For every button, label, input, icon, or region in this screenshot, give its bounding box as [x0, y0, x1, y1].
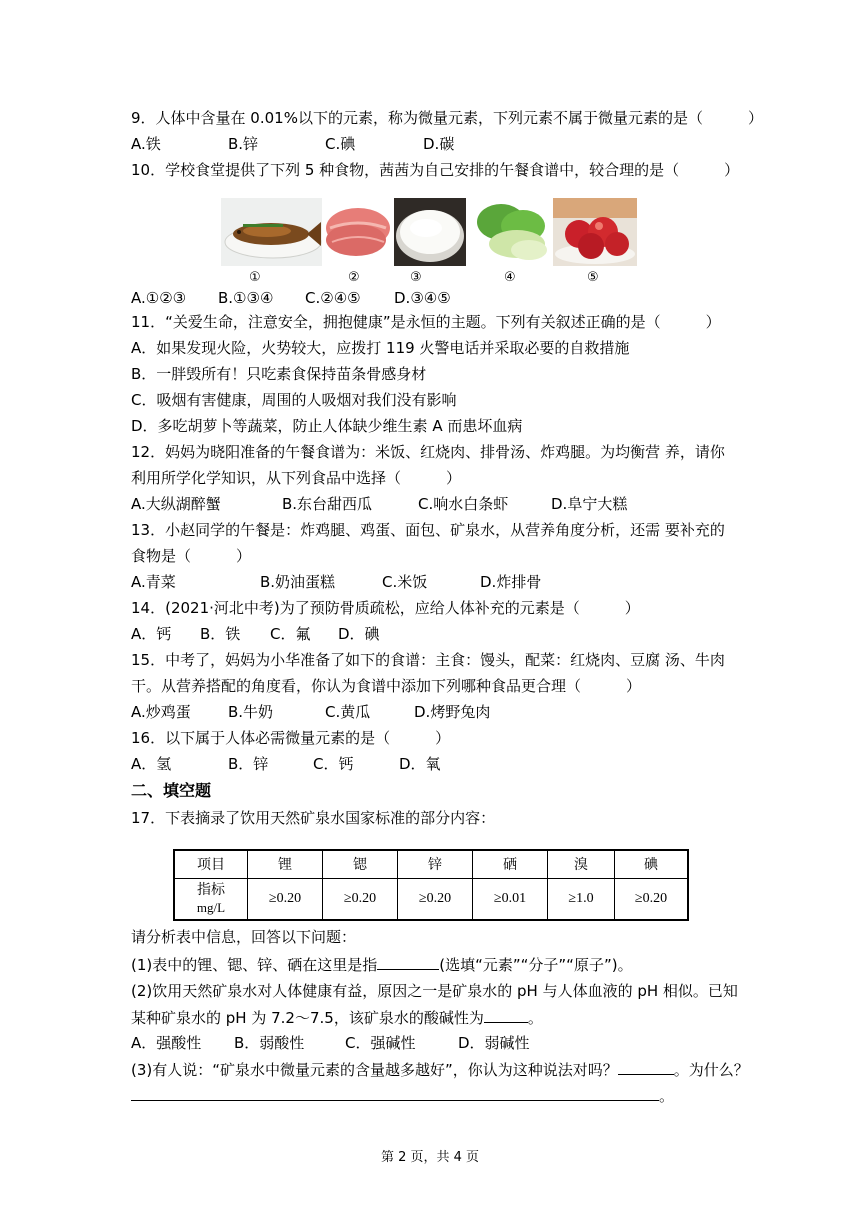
q10-option-c: C.②④⑤: [305, 289, 361, 307]
apples-photo: [553, 198, 637, 266]
row-label-text: 指标: [197, 881, 225, 898]
q11-stem: 11．“关爱生命，注意安全，拥抱健康”是永恒的主题。下列有关叙述正确的是（ ）: [131, 313, 721, 331]
section-heading: 二、填空题: [131, 781, 212, 800]
table-header-cell: 碘: [615, 850, 689, 878]
q9-stem: 9．人体中含量在 0.01%以下的元素，称为微量元素，下列元素不属于微量元素的是（ ）: [131, 109, 763, 127]
q12-options: [131, 494, 627, 514]
q16-option-a: A．氢: [131, 755, 172, 773]
q14-option-c: C．氟: [270, 625, 311, 643]
q17-part2-line1: (2)饮用天然矿泉水对人体健康有益，原因之一是矿泉水的 pH 与人体血液的 pH 相似。已知: [131, 982, 738, 1000]
q13-option-c: C.米饭: [382, 573, 428, 591]
q10-option-a: A.①②③: [131, 289, 187, 307]
q14-option-a: A．钙: [131, 625, 172, 643]
answer-blank[interactable]: [377, 954, 439, 970]
q17-part2-line2: [131, 1007, 543, 1028]
q13-stem-line2: 食物是（ ）: [131, 547, 252, 565]
table-header-cell: 项目: [174, 850, 248, 878]
table-header-cell: 锌: [398, 850, 473, 878]
meat-photo: [322, 198, 394, 266]
fish-photo: [221, 198, 322, 266]
q15-option-a: A.炒鸡蛋: [131, 703, 191, 721]
q16-option-b: B．锌: [228, 755, 269, 773]
q12-option-d: D.阜宁大糕: [551, 495, 628, 513]
q17-stem: 17．下表摘录了饮用天然矿泉水国家标准的部分内容：: [131, 809, 496, 827]
table-cell: ≥0.20: [398, 878, 473, 920]
q11-option-d: D．多吃胡萝卜等蔬菜，防止人体缺少维生素 A 而患坏血病: [131, 417, 523, 435]
q17-part3-text: (3)有人说：“矿泉水中微量元素的含量越多越好”，你认为这种说法对吗？: [131, 1061, 618, 1079]
q17-part2-text-after: 。: [527, 1009, 543, 1027]
table-cell: ≥1.0: [548, 878, 615, 920]
table-header-row: [174, 850, 688, 878]
q15-option-d: D.烤野兔肉: [414, 703, 491, 721]
q10-option-d: D.③④⑤: [394, 289, 451, 307]
row-label-unit: mg/L: [196, 899, 226, 915]
q17-part2-text: 某种矿泉水的 pH 为 7.2～7.5，该矿泉水的酸碱性为: [131, 1009, 484, 1027]
q17-part1-text: (1)表中的锂、锶、锌、硒在这里是指: [131, 956, 378, 974]
image-label-1: ①: [249, 270, 261, 285]
table-cell: ≥0.01: [473, 878, 548, 920]
table-row: [174, 878, 688, 920]
q13-option-a: A.青菜: [131, 573, 176, 591]
q9-option-a: A.铁: [131, 135, 161, 153]
q14-option-d: D．碘: [338, 625, 380, 643]
image-label-5: ⑤: [587, 270, 599, 285]
mineral-water-standard-table: [173, 849, 689, 921]
q17-option-c: C．强碱性: [345, 1034, 416, 1052]
q17-option-a: A．强酸性: [131, 1034, 202, 1052]
table-cell: ≥0.20: [323, 878, 398, 920]
q10-stem: 10．学校食堂提供了下列 5 种食物，茜茜为自己安排的午餐食谱中，较合理的是（ ）: [131, 161, 740, 179]
q15-options: [131, 702, 490, 722]
q9-option-d: D.碳: [423, 135, 455, 153]
answer-blank[interactable]: [618, 1059, 674, 1075]
q16-stem: 16．以下属于人体必需微量元素的是（ ）: [131, 729, 451, 747]
table-header-cell: 锂: [248, 850, 323, 878]
q15-option-b: B.牛奶: [228, 703, 274, 721]
q17-option-b: B．弱酸性: [234, 1034, 305, 1052]
q14-options: [131, 624, 380, 644]
q12-stem-line1: 12．妈妈为晓阳准备的午餐食谱为：米饭、红烧肉、排骨汤、炸鸡腿。为均衡营 养，请你: [131, 443, 725, 461]
table-header-cell: 硒: [473, 850, 548, 878]
vegetable-photo: [471, 198, 551, 266]
image-label-4: ④: [504, 270, 516, 285]
table-cell: ≥0.20: [248, 878, 323, 920]
q9-option-c: C.碘: [325, 135, 356, 153]
q16-option-c: C．钙: [313, 755, 354, 773]
q10-food-images: [221, 198, 641, 286]
q17-part3: [131, 1059, 749, 1080]
q15-option-c: C.黄瓜: [325, 703, 371, 721]
q9-options: [131, 134, 454, 154]
q14-stem: 14．(2021·河北中考)为了预防骨质疏松，应给人体补充的元素是（ ）: [131, 599, 640, 617]
q12-option-b: B.东台甜西瓜: [282, 495, 373, 513]
q9-option-b: B.锌: [228, 135, 259, 153]
q11-option-c: C．吸烟有害健康，周围的人吸烟对我们没有影响: [131, 391, 457, 409]
q17-part3-text-after: 。为什么？: [673, 1061, 749, 1079]
q16-option-d: D．氧: [399, 755, 441, 773]
q17-part1: [131, 954, 633, 975]
q13-stem-line1: 13．小赵同学的午餐是：炸鸡腿、鸡蛋、面包、矿泉水，从营养角度分析，还需 要补充的: [131, 521, 725, 539]
answer-blank[interactable]: [131, 1085, 659, 1101]
q12-stem-line2: 利用所学化学知识，从下列食品中选择（ ）: [131, 469, 462, 487]
q17-part2-options: [131, 1033, 530, 1053]
q14-option-b: B．铁: [200, 625, 241, 643]
q13-option-b: B.奶油蛋糕: [260, 573, 336, 591]
q15-stem-line2: 干。从营养搭配的角度看，你认为食谱中添加下列哪种食品更合理（ ）: [131, 677, 642, 695]
table-cell: ≥0.20: [615, 878, 689, 920]
q17-part3-end: 。: [659, 1087, 675, 1105]
q17-intro: 请分析表中信息，回答以下问题：: [131, 928, 357, 946]
q10-option-b: B.①③④: [218, 289, 274, 307]
q11-option-b: B．一胖毁所有！只吃素食保持苗条骨感身材: [131, 365, 427, 383]
q17-part1-text-after: (选填“元素”“分子”“原子”)。: [439, 956, 633, 974]
table-row-label: [174, 878, 248, 920]
image-label-2: ②: [348, 270, 360, 285]
q10-options: [131, 288, 451, 308]
q12-option-c: C.响水白条虾: [418, 495, 509, 513]
q17-option-d: D．弱碱性: [458, 1034, 530, 1052]
image-label-3: ③: [410, 270, 422, 285]
page-footer: 第 2 页，共 4 页: [380, 1150, 480, 1165]
q13-options: [131, 572, 541, 592]
table-header-cell: 溴: [548, 850, 615, 878]
q17-part3-answer-line: [131, 1085, 674, 1106]
q16-options: [131, 754, 441, 774]
q12-option-a: A.大纵湖醉蟹: [131, 495, 221, 513]
q15-stem-line1: 15．中考了，妈妈为小华准备了如下的食谱：主食：馒头，配菜：红烧肉、豆腐 汤、牛肉: [131, 651, 725, 669]
q11-option-a: A．如果发现火险，火势较大，应拨打 119 火警电话并采取必要的自救措施: [131, 339, 630, 357]
q13-option-d: D.炸排骨: [480, 573, 542, 591]
answer-blank[interactable]: [484, 1007, 528, 1023]
table-header-cell: 锶: [323, 850, 398, 878]
rice-photo: [394, 198, 466, 266]
